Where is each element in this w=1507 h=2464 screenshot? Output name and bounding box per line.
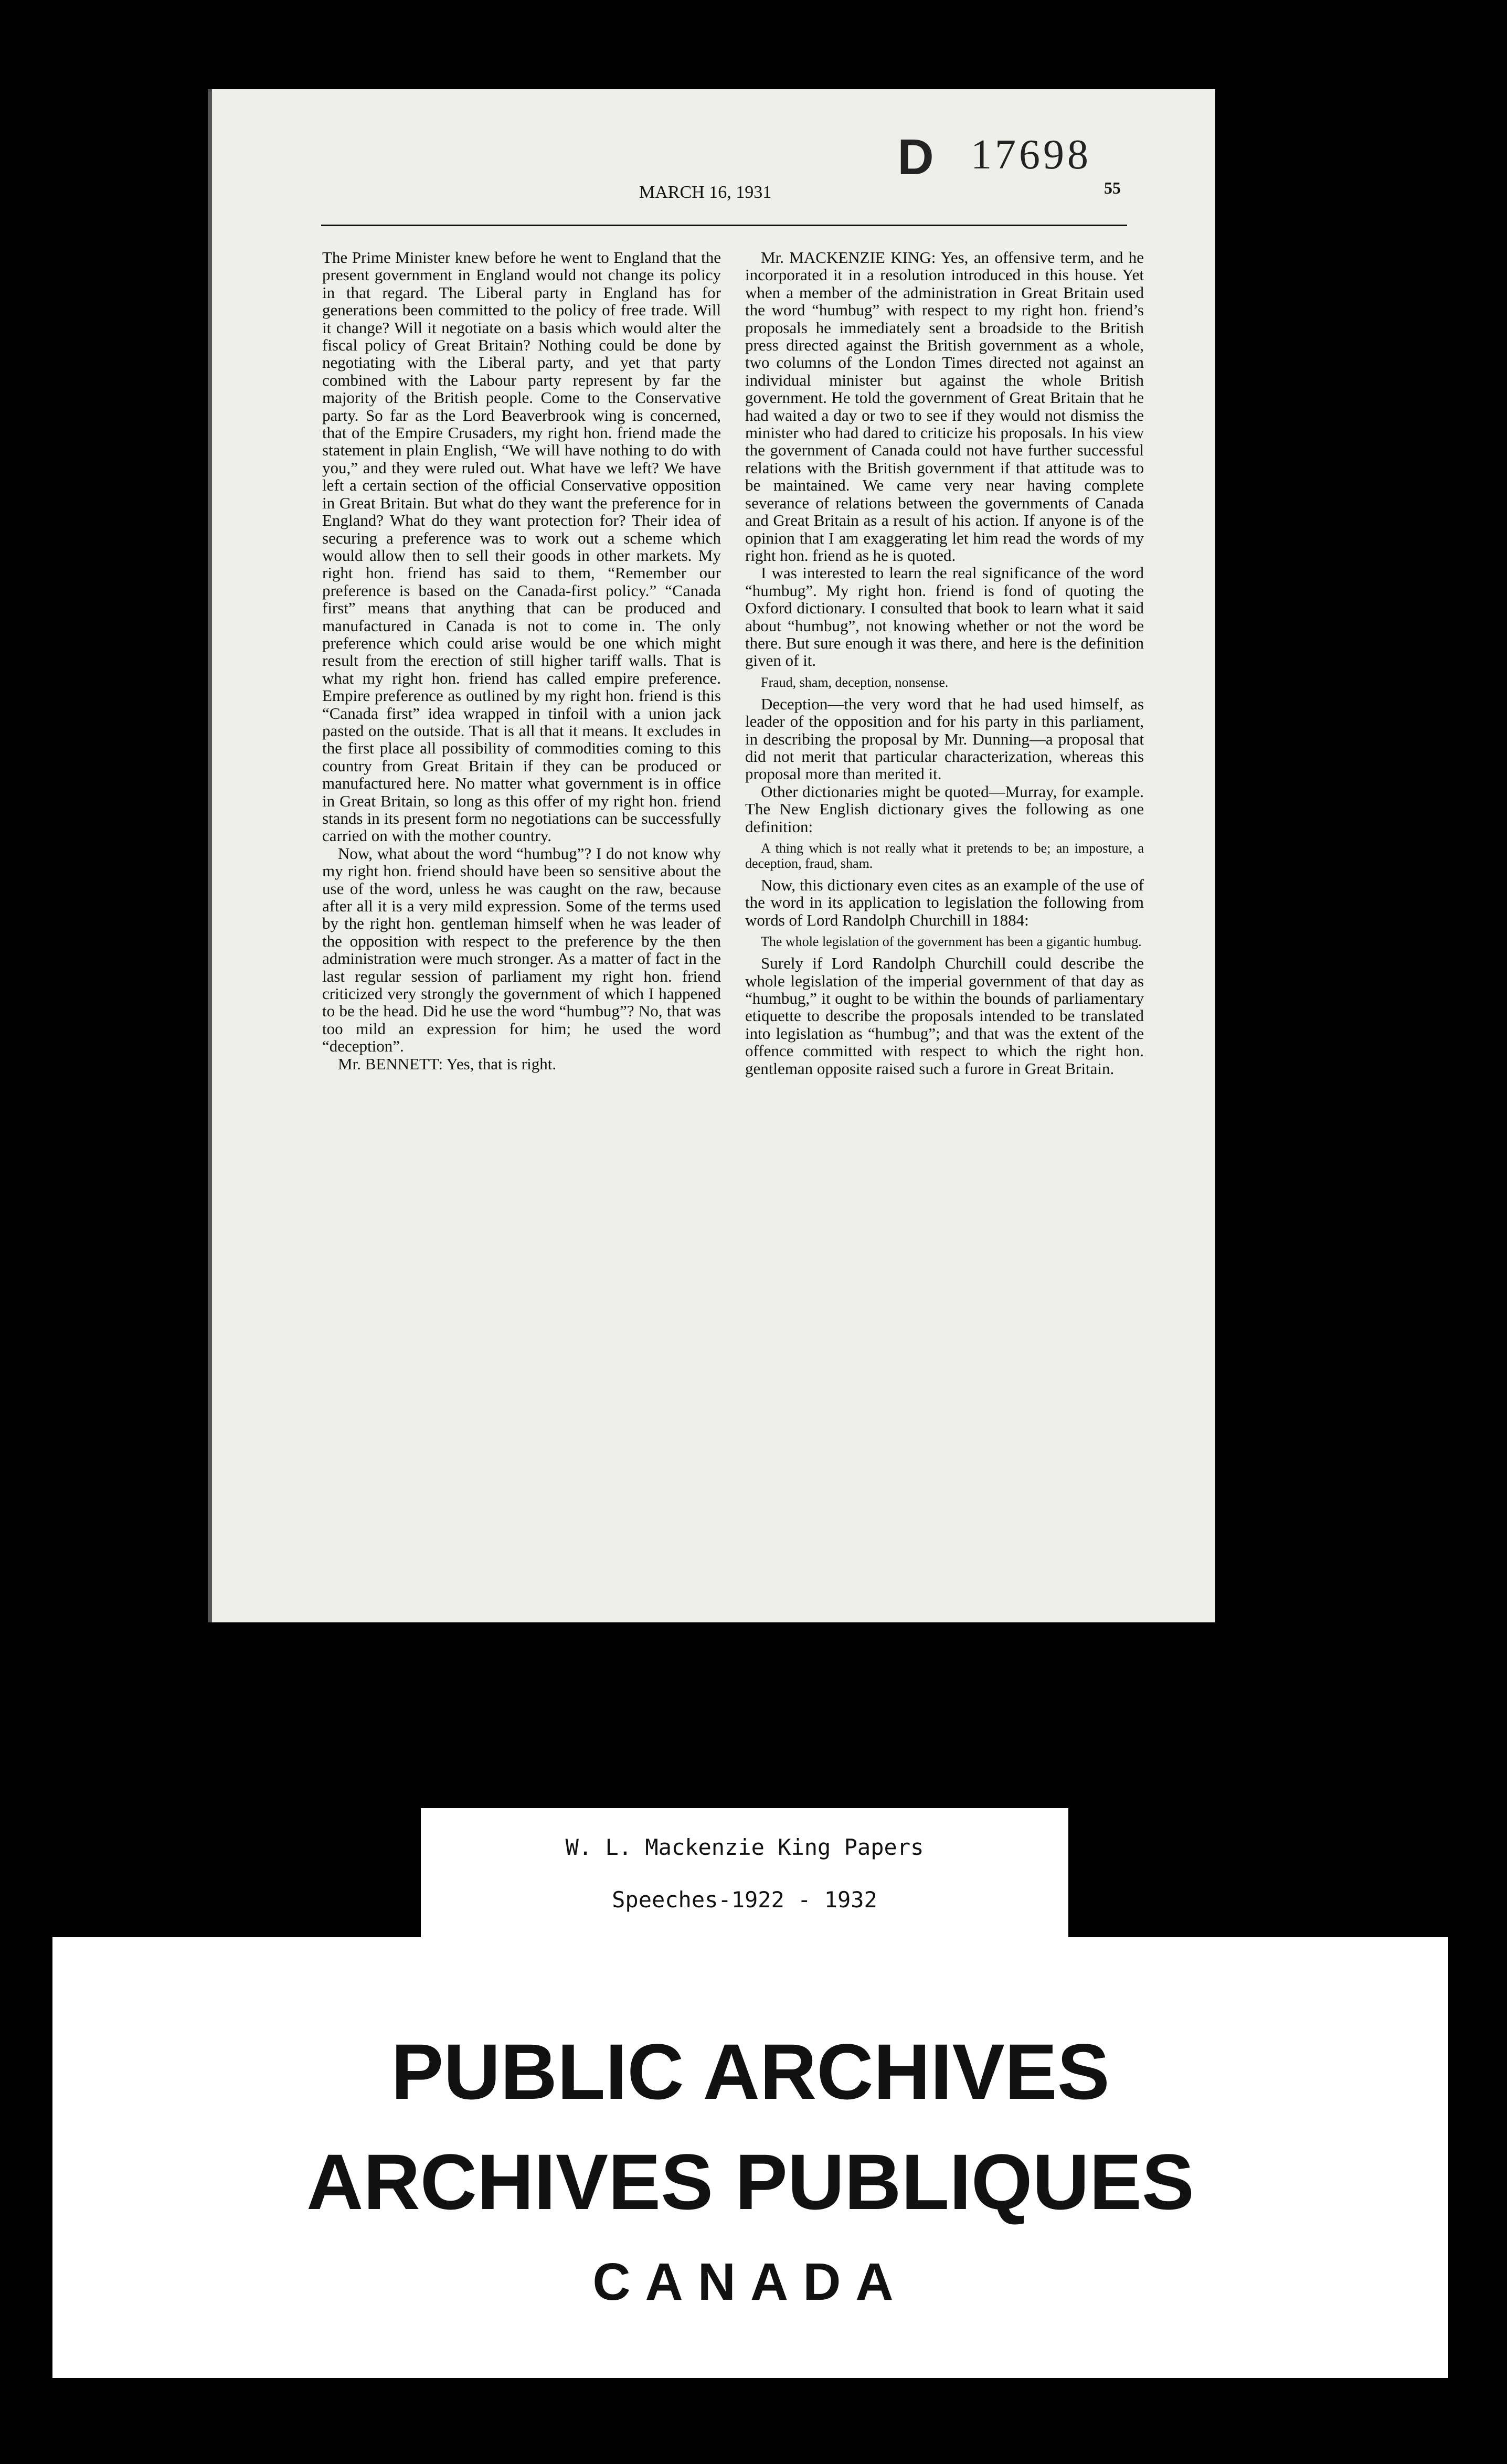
block-quote: A thing which is not really what it pretends to be; an imposture, a deception, fraud, sham. [745, 841, 1144, 871]
paragraph: Now, this dictionary even cites as an example of the use of the word in its application to legislation the following from words of Lord Randolph Churchill in 1884: [745, 876, 1144, 929]
paragraph: Now, what about the word “humbug”? I do not know why my right hon. friend should have been so sensitive about the use of the word, unless he was caught on the raw, because after all it is a very mild expression. Some of the terms used by the right hon. gentleman himself when he was leader of the opposition with respect to the preference by the then administration were much stronger. As a matter of fact in the last regular session of parliament my right hon. friend criticized very strongly the government of which I happened to be the head. Did he use the word “humbug”? No, that was too mild an expression for him; he used the word “deception”. [322, 844, 721, 1056]
paragraph: Mr. BENNETT: Yes, that is right. [338, 1054, 557, 1073]
collection-label [421, 1808, 1068, 1937]
page-left-edge [208, 89, 212, 1622]
archives-title-fr: ARCHIVES PUBLIQUES [306, 2138, 1194, 2226]
stamp-letter: D [897, 129, 934, 185]
block-quote: Fraud, sham, deception, nonsense. [761, 674, 949, 690]
page-date: MARCH 16, 1931 [639, 183, 772, 202]
paragraph: Mr. MACKENZIE KING: Yes, an offensive term, and he incorporated it in a resolution introduced in this house. Yet when a member of the administration in Great Britain used the word “humbug” with respect to my right hon. friend’s proposals he immediately sent a broadside to the British press directed against the British government as a whole, two columns of the London Times directed not against an individual minister but against the whole British government. He told the government of Great Britain that he had waited a day or two to see if they would not dismiss the minister who had dared to criticize his proposals. In his view the government of Canada could not have further successful relations with the British government if that attitude was to be maintained. We came very near having complete severance of relations between the governments of Canada and Great Britain as a result of his action. If anyone is of the opinion that I am exaggerating let him read the words of my right hon. friend as he is quoted. [745, 248, 1144, 565]
collection-series: Speeches-1922 - 1932 [612, 1887, 877, 1913]
archives-title-en: PUBLIC ARCHIVES [391, 2027, 1110, 2116]
paragraph: Other dictionaries might be quoted—Murray, for example. The New English dictionary gives the following as one definition: [745, 782, 1144, 836]
right-column [745, 249, 1144, 1077]
archives-card [52, 1937, 1448, 2378]
left-column [322, 249, 721, 1072]
archive-stamp [887, 131, 944, 184]
page-number: 55 [1104, 178, 1121, 197]
block-quote: The whole legislation of the government has been a gigantic humbug. [761, 934, 1142, 950]
paragraph: The Prime Minister knew before he went to England that the present government in England would not change its policy in that regard. The Liberal party in England has for generations been committed to the policy of free trade. Will it change? Will it negotiate on a basis which would alter the fiscal policy of Great Britain? Nothing could be done by negotiating with the Liberal party, and yet that party combined with the Labour party represent by far the majority of the British people. Come to the Conservative party. So far as the Lord Beaverbrook wing is concerned, that of the Empire Crusaders, my right hon. friend made the statement in plain English, “We will have nothing to do with you,” and they were ruled out. What have we left? We have left a certain section of the official Conservative opposition in Great Britain. But what do they want the preference for in England? What do they want protection for? Their idea of securing a preference was to work out a scheme which would allow then to sell their goods in other markets. My right hon. friend has said to them, “Remember our preference is based on the Canada-first policy.” “Canada first” means that anything that can be produced and manufactured in Canada is not to come in. The only preference which could arise would be one which might result from the erection of still higher tariff walls. That is what my right hon. friend has called empire preference. Empire preference as outlined by my right hon. friend is this “Canada first” idea wrapped in tinfoil with a union jack pasted on the outside. That is all that it means. It excludes in the first place all possibility of commodities coming to this country from Great Britain if they can be produced or manufactured here. No matter what government is in office in Great Britain, so long as this offer of my right hon. friend stands in its present form no negotiations can be successfully carried on with the mother country. [322, 248, 721, 845]
paragraph: Deception—the very word that he had used himself, as leader of the opposition and for his party in this parliament, in describing the proposal by Mr. Dunning—a proposal that did not merit that particular characterization, whereas this proposal more than merited it. [745, 694, 1144, 783]
header-rule [321, 225, 1127, 226]
archives-country: CANADA [592, 2253, 908, 2311]
document-number: 17698 [971, 132, 1091, 178]
paragraph: Surely if Lord Randolph Churchill could describe the whole legislation of the imperial government of that day as “humbug,” it ought to be within the bounds of parliamentary etiquette to describe the proposals intended to be translated into legislation as “humbug”; and that was the extent of the offence committed with respect to which the right hon. gentleman opposite raised such a furore in Great Britain. [745, 954, 1144, 1078]
paragraph: I was interested to learn the real significance of the word “humbug”. My right hon. friend is fond of quoting the Oxford dictionary. I consulted that book to learn what it said about “humbug”, not knowing whether or not the word be there. But sure enough it was there, and here is the definition given of it. [745, 564, 1144, 670]
collection-name: W. L. Mackenzie King Papers [565, 1834, 924, 1860]
